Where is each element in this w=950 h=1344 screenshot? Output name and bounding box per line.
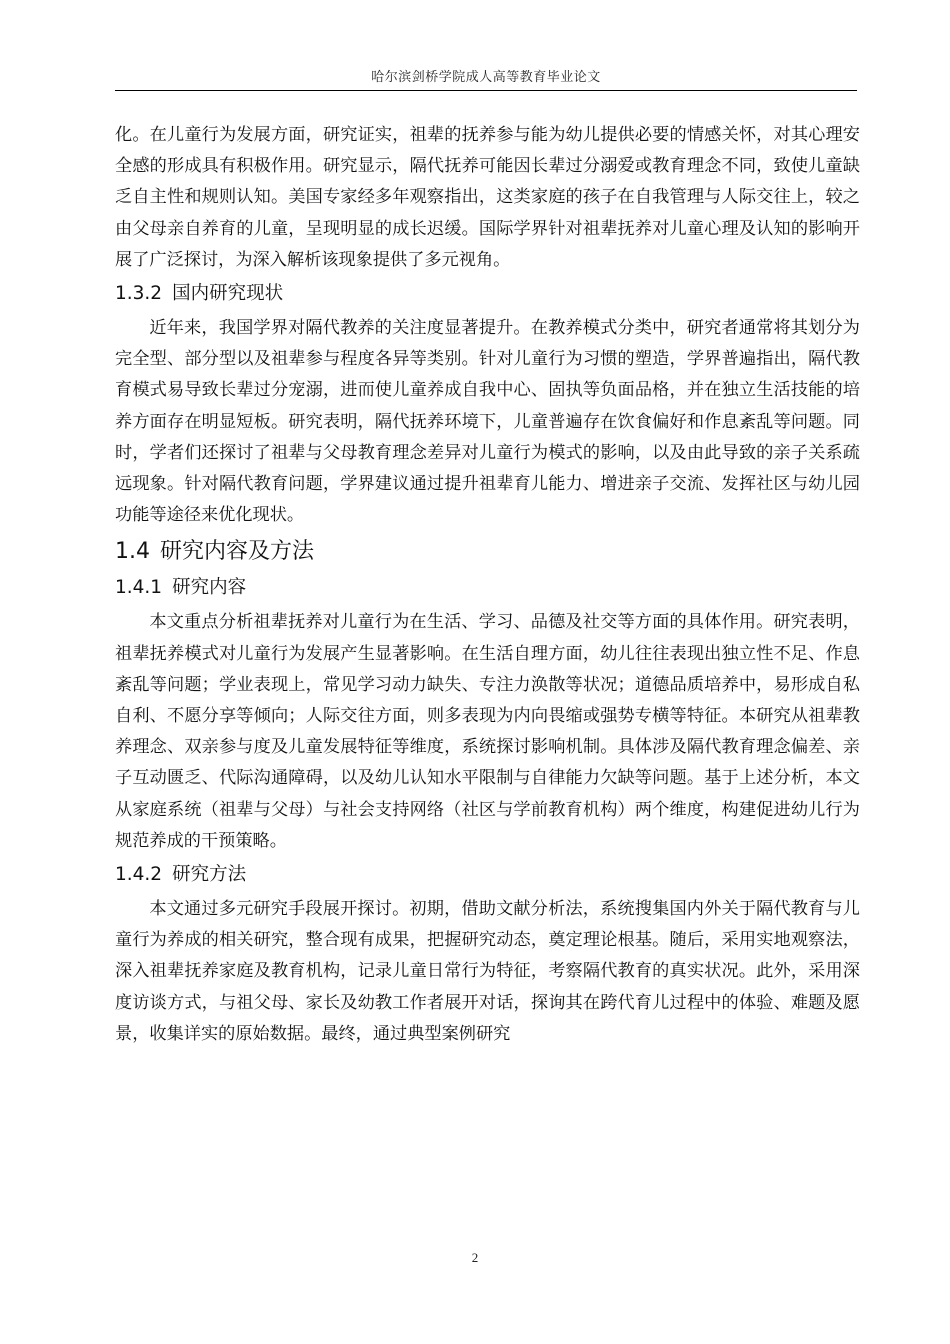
section-title: 研究方法 xyxy=(172,864,247,886)
page-number: 2 xyxy=(471,1250,479,1265)
section-title: 研究内容及方法 xyxy=(160,539,315,565)
section-title: 国内研究现状 xyxy=(172,283,284,305)
running-header: 哈尔滨剑桥学院成人高等教育毕业论文 xyxy=(115,66,857,91)
section-heading-1-4-1 xyxy=(115,576,860,600)
section-number: 1.4 xyxy=(115,539,150,565)
section-paragraph-1-4-1: 本文重点分析祖辈抚养对儿童行为在生活、学习、品德及社交等方面的具体作用。研究表明，祖辈抚养模式对儿童行为发展产生显著影响。在生活自理方面，幼儿往往表现出独立性不足、作息紊乱等问题；学业表现上，常见学习动力缺失、专注力涣散等状况；道德品质培养中，易形成自私自利、不愿分享等倾向；人际交往方面，则多表现为内向畏缩或强势专横等特征。本研究从祖辈教养理念、双亲参与度及儿童发展特征等维度，系统探讨影响机制。具体涉及隔代教育理念偏差、亲子互动匮乏、代际沟通障碍，以及幼儿认知水平限制与自律能力欠缺等问题。基于上述分析，本文从家庭系统（祖辈与父母）与社会支持网络（社区与学前教育机构）两个维度，构建促进幼儿行为规范养成的干预策略。 xyxy=(115,612,860,851)
section-paragraph-1-3-2: 近年来，我国学界对隔代教养的关注度显著提升。在教养模式分类中，研究者通常将其划分为完全型、部分型以及祖辈参与程度各异等类别。针对儿童行为习惯的塑造，学界普遍指出，隔代教育模式易导致长辈过分宠溺，进而使儿童养成自我中心、固执等负面品格，并在独立生活技能的培养方面存在明显短板。研究表明，隔代抚养环境下，儿童普遍存在饮食偏好和作息紊乱等问题。同时，学者们还探讨了祖辈与父母教育理念差异对儿童行为模式的影响，以及由此导致的亲子关系疏远现象。针对隔代教育问题，学界建议通过提升祖辈育儿能力、增进亲子交流、发挥社区与幼儿园功能等途径来优化现状。 xyxy=(115,318,860,526)
section-number: 1.3.2 xyxy=(115,283,163,305)
section-paragraph-1-4-2: 本文通过多元研究手段展开探讨。初期，借助文献分析法，系统搜集国内外关于隔代教育与儿童行为养成的相关研究，整合现有成果，把握研究动态，奠定理论根基。随后，采用实地观察法，深入祖辈抚养家庭及教育机构，记录儿童日常行为特征，考察隔代教育的真实状况。此外，采用深度访谈方式，与祖父母、家长及幼教工作者展开对话，探询其在跨代育儿过程中的体验、难题及愿景，收集详实的原始数据。最终，通过典型案例研究 xyxy=(115,899,860,1044)
document-body xyxy=(115,120,860,1050)
section-number: 1.4.2 xyxy=(115,864,163,886)
section-heading-1-4-2 xyxy=(115,863,860,887)
section-heading-1-3-2 xyxy=(115,282,860,306)
continuation-paragraph: 化。在儿童行为发展方面，研究证实，祖辈的抚养参与能为幼儿提供必要的情感关怀，对其心理安全感的形成具有积极作用。研究显示，隔代抚养可能因长辈过分溺爱或教育理念不同，致使儿童缺乏自主性和规则认知。美国专家经多年观察指出，这类家庭的孩子在自我管理与人际交往上，较之由父母亲自养育的儿童，呈现明显的成长迟缓。国际学界针对祖辈抚养对儿童心理及认知的影响开展了广泛探讨，为深入解析该现象提供了多元视角。 xyxy=(115,125,860,270)
section-number: 1.4.1 xyxy=(115,577,163,599)
section-heading-1-4 xyxy=(115,538,860,566)
section-title: 研究内容 xyxy=(172,577,247,599)
